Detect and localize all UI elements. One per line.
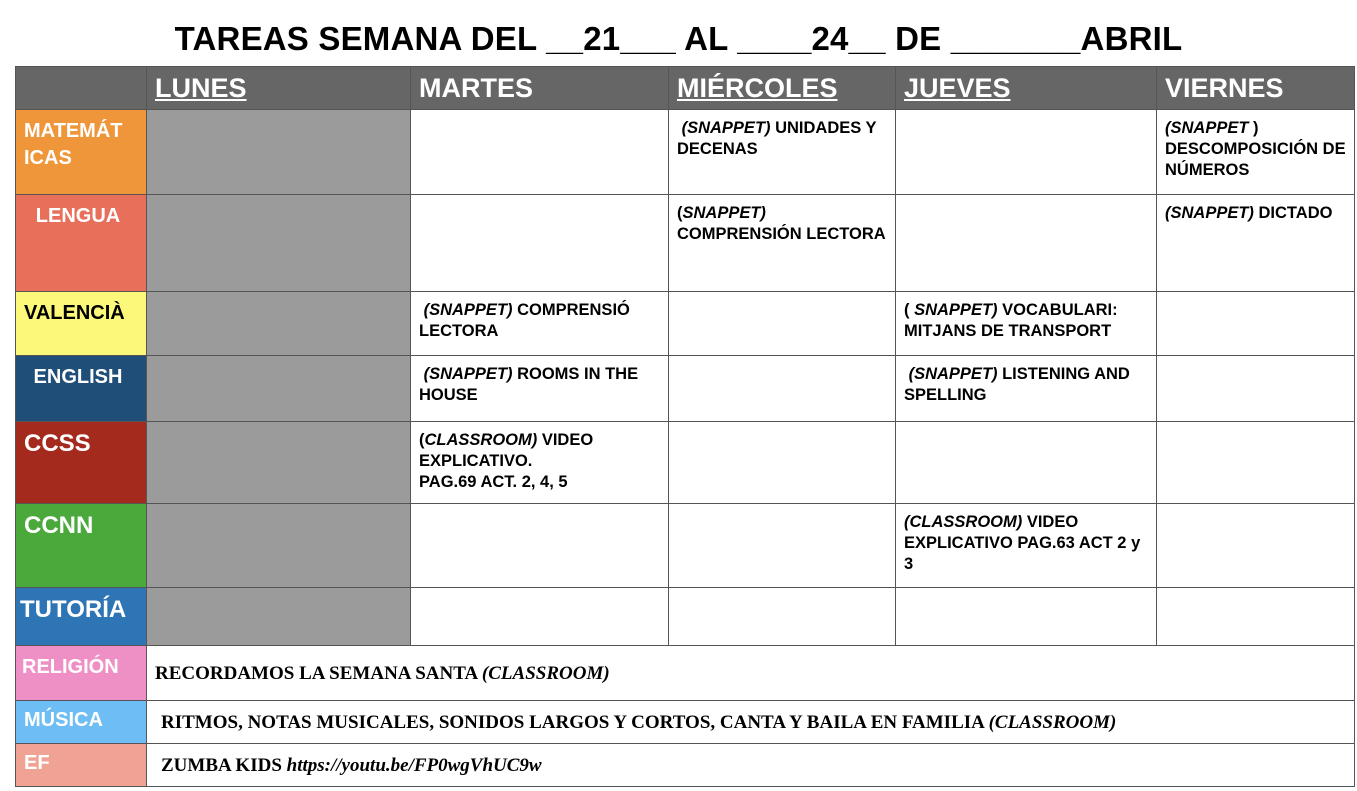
subject-tutoria: TUTORÍA xyxy=(16,588,147,646)
row-matematicas xyxy=(16,110,1355,195)
youtube-link[interactable]: https://youtu.be/FP0wgVhUC9w xyxy=(286,754,542,776)
cell-martes: (CLASSROOM) VIDEO EXPLICATIVO. PAG.69 ACT. 2, 4, 5 xyxy=(411,422,669,504)
row-english xyxy=(16,356,1355,422)
subject-lengua: LENGUA xyxy=(16,195,147,292)
cell-miercoles xyxy=(669,422,896,504)
cell-viernes xyxy=(1157,588,1355,646)
cell-viernes xyxy=(1157,422,1355,504)
day-header-lunes: LUNES xyxy=(147,67,411,110)
row-musica xyxy=(16,701,1355,744)
day-header-viernes: VIERNES xyxy=(1157,67,1355,110)
cell-jueves: (CLASSROOM) VIDEO EXPLICATIVO PAG.63 ACT 2 y 3 xyxy=(896,504,1157,588)
cell-lunes xyxy=(147,422,411,504)
day-header-jueves: JUEVES xyxy=(896,67,1157,110)
cell-lunes xyxy=(147,356,411,422)
subject-ccnn: CCNN xyxy=(16,504,147,588)
row-ccss xyxy=(16,422,1355,504)
cell-lunes xyxy=(147,292,411,356)
day-header-miercoles: MIÉRCOLES xyxy=(669,67,896,110)
cell-jueves xyxy=(896,195,1157,292)
cell-miercoles xyxy=(669,588,896,646)
cell-martes xyxy=(411,195,669,292)
row-tutoria xyxy=(16,588,1355,646)
cell-lunes xyxy=(147,110,411,195)
cell-jueves: (SNAPPET) LISTENING AND SPELLING xyxy=(896,356,1157,422)
subject-english: ENGLISH xyxy=(16,356,147,422)
cell-viernes: (SNAPPET) DICTADO xyxy=(1157,195,1355,292)
row-ef xyxy=(16,744,1355,787)
cell-jueves xyxy=(896,588,1157,646)
subject-ef: EF xyxy=(16,744,147,787)
page-title: TAREAS SEMANA DEL __21___ AL ____24__ DE _______ABRIL xyxy=(174,20,1183,57)
cell-jueves: ( SNAPPET) VOCABULARI: MITJANS DE TRANSPORT xyxy=(896,292,1157,356)
subject-valencia: VALENCIÀ xyxy=(16,292,147,356)
corner-cell xyxy=(16,67,147,110)
subject-ccss: CCSS xyxy=(16,422,147,504)
cell-viernes xyxy=(1157,356,1355,422)
row-valencia xyxy=(16,292,1355,356)
cell-martes xyxy=(411,110,669,195)
religion-content: RECORDAMOS LA SEMANA SANTA (CLASSROOM) xyxy=(147,646,1355,701)
ef-content: ZUMBA KIDS https://youtu.be/FP0wgVhUC9w xyxy=(147,744,1355,787)
subject-religion: RELIGIÓN xyxy=(16,646,147,701)
musica-content: RITMOS, NOTAS MUSICALES, SONIDOS LARGOS Y CORTOS, CANTA Y BAILA EN FAMILIA (CLASSROOM) xyxy=(147,701,1355,744)
cell-viernes xyxy=(1157,292,1355,356)
schedule-table xyxy=(15,66,1355,787)
cell-martes: (SNAPPET) COMPRENSIÓ LECTORA xyxy=(411,292,669,356)
row-ccnn xyxy=(16,504,1355,588)
cell-miercoles xyxy=(669,504,896,588)
cell-lunes xyxy=(147,588,411,646)
cell-martes xyxy=(411,588,669,646)
cell-lunes xyxy=(147,504,411,588)
header-row xyxy=(16,67,1355,110)
cell-miercoles xyxy=(669,292,896,356)
cell-martes: (SNAPPET) ROOMS IN THE HOUSE xyxy=(411,356,669,422)
cell-miercoles xyxy=(669,356,896,422)
cell-viernes: (SNAPPET ) DESCOMPOSICIÓN DE NÚMEROS xyxy=(1157,110,1355,195)
cell-martes xyxy=(411,504,669,588)
cell-lunes xyxy=(147,195,411,292)
cell-miercoles: (SNAPPET) UNIDADES Y DECENAS xyxy=(669,110,896,195)
day-header-martes: MARTES xyxy=(411,67,669,110)
cell-jueves xyxy=(896,110,1157,195)
row-lengua xyxy=(16,195,1355,292)
cell-viernes xyxy=(1157,504,1355,588)
subject-matematicas: MATEMÁT ICAS xyxy=(16,110,147,195)
row-religion xyxy=(16,646,1355,701)
cell-miercoles: (SNAPPET) COMPRENSIÓN LECTORA xyxy=(669,195,896,292)
subject-musica: MÚSICA xyxy=(16,701,147,744)
cell-jueves xyxy=(896,422,1157,504)
